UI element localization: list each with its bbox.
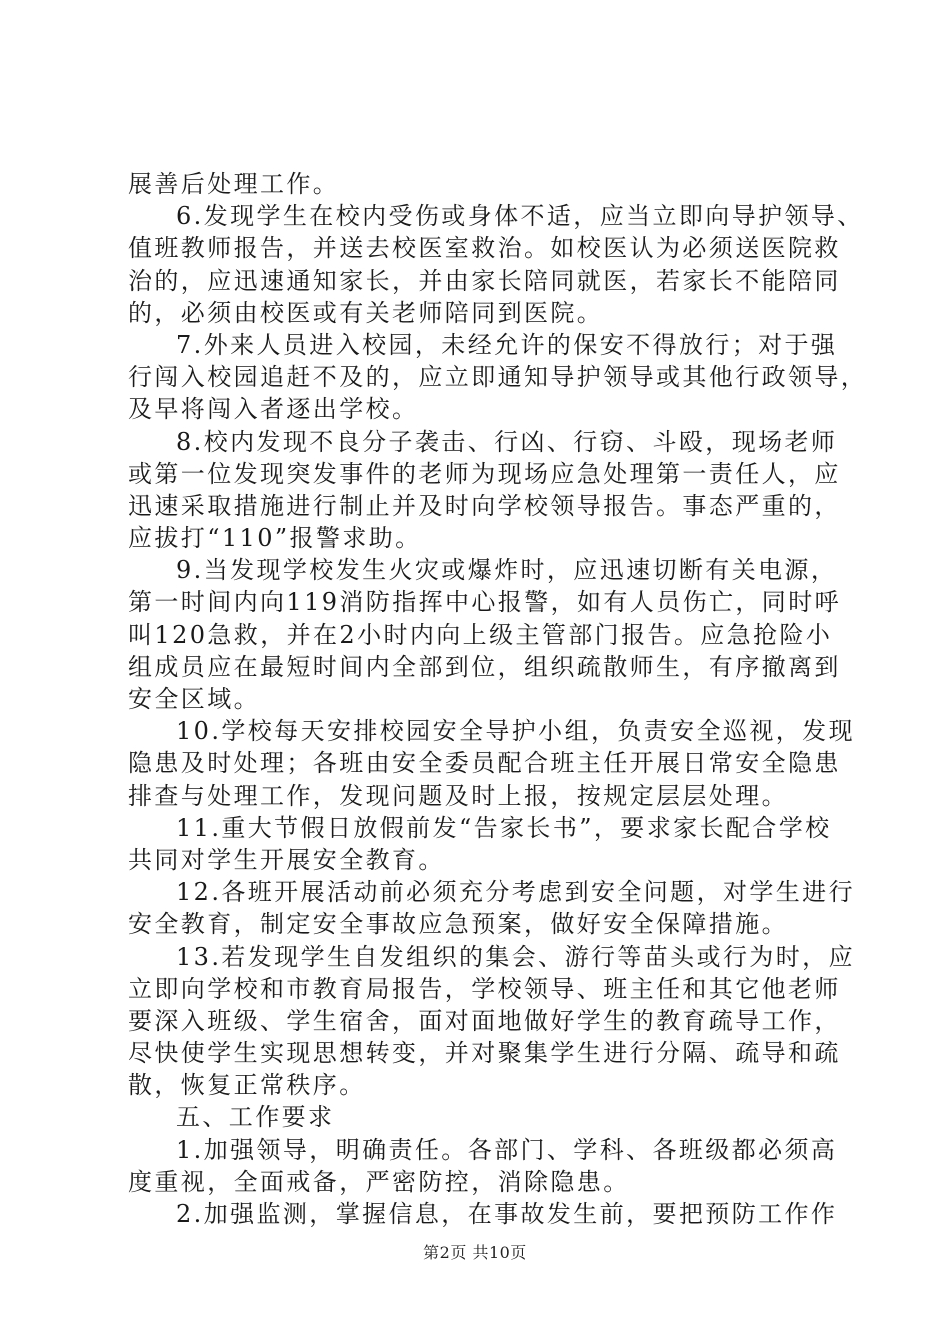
page-footer: 第2页 共10页 (423, 1243, 527, 1262)
text-line: 安全教育，制定安全事故应急预案，做好安全保障措施。 (128, 910, 788, 939)
text-line: 值班教师报告，并送去校医室救治。如校医认为必须送医院救 (128, 234, 841, 263)
text-line: 11.重大节假日放假前发“告家长书”，要求家长配合学校 (176, 813, 832, 842)
text-line: 应拔打“110”报警求助。 (128, 524, 422, 553)
text-line: 行闯入校园追赶不及的，应立即通知导护领导或其他行政领导， (128, 363, 868, 392)
text-line: 叫120急救，并在2小时内向上级主管部门报告。应急抢险小 (128, 620, 833, 649)
text-line: 的，必须由校医或有关老师陪同到医院。 (128, 298, 604, 327)
text-line: 9.当发现学校发生火灾或爆炸时，应迅速切断有关电源， (176, 556, 838, 585)
text-line: 2.加强监测，掌握信息，在事故发生前，要把预防工作作 (176, 1200, 838, 1228)
text-line: 1.加强领导，明确责任。各部门、学科、各班级都必须高 (176, 1135, 838, 1164)
text-line: 13.若发现学生自发组织的集会、游行等苗头或行为时，应 (176, 942, 855, 971)
text-line: 12.各班开展活动前必须充分考虑到安全问题，对学生进行 (176, 878, 855, 907)
text-line: 治的，应迅速通知家长，并由家长陪同就医，若家长不能陪同 (128, 266, 841, 295)
text-line: 共同对学生开展安全教育。 (128, 845, 445, 874)
text-line: 安全区域。 (128, 685, 260, 713)
text-line: 迅速采取措施进行制止并及时向学校领导报告。事态严重的， (128, 491, 841, 520)
text-line: 隐患及时处理；各班由安全委员配合班主任开展日常安全隐患 (128, 749, 841, 778)
text-line: 或第一位发现突发事件的老师为现场应急处理第一责任人，应 (128, 459, 841, 488)
text-line: 要深入班级、学生宿舍，面对面地做好学生的教育疏导工作， (128, 1006, 841, 1035)
text-line: 立即向学校和市教育局报告，学校领导、班主任和其它他老师 (128, 974, 841, 1003)
text-line: 10.学校每天安排校园安全导护小组，负责安全巡视，发现 (176, 717, 855, 746)
text-line: 7.外来人员进入校园，未经允许的保安不得放行；对于强 (176, 330, 838, 359)
text-line: 6.发现学生在校内受伤或身体不适，应当立即向导护领导、 (176, 202, 864, 231)
text-line: 尽快使学生实现思想转变，并对聚集学生进行分隔、疏导和疏 (128, 1039, 841, 1068)
text-line: 及早将闯入者逐出学校。 (128, 395, 419, 424)
text-line: 五、工作要求 (176, 1103, 335, 1132)
text-line: 排查与处理工作，发现问题及时上报，按规定层层处理。 (128, 781, 788, 810)
text-line: 度重视，全面戒备，严密防控，消除隐患。 (128, 1167, 630, 1196)
text-line: 展善后处理工作。 (128, 170, 340, 198)
text-line: 第一时间内向119消防指挥中心报警，如有人员伤亡，同时呼 (128, 588, 842, 617)
text-line: 组成员应在最短时间内全部到位，组织疏散师生，有序撤离到 (128, 652, 841, 681)
text-line: 8.校内发现不良分子袭击、行凶、行窃、斗殴，现场老师 (176, 427, 838, 456)
text-line: 散，恢复正常秩序。 (128, 1071, 366, 1100)
document-body (128, 168, 868, 1230)
